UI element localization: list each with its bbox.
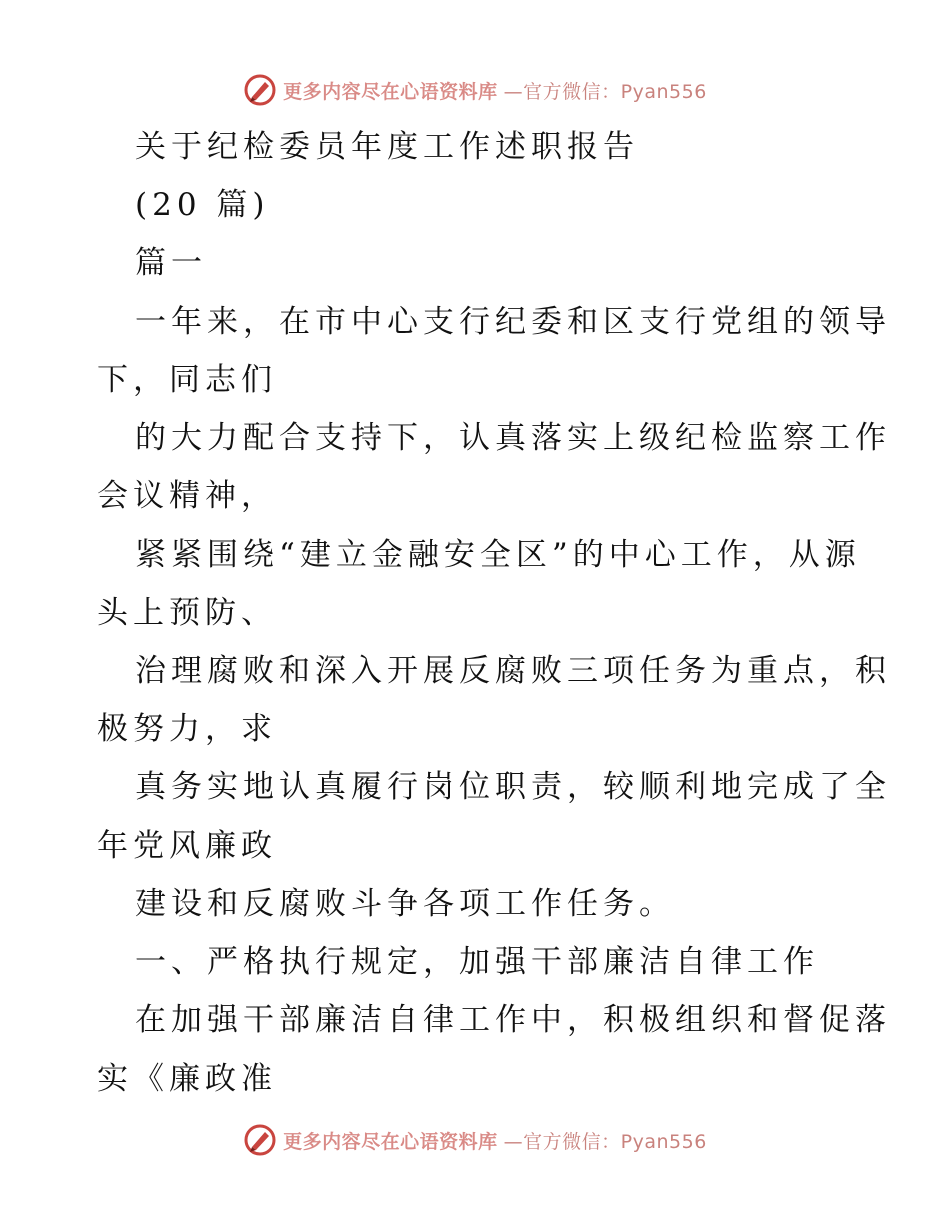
header-watermark [0, 70, 950, 110]
doc-title: 关于纪检委员年度工作述职报告 [135, 129, 639, 165]
paragraph-line: 下，同志们 [97, 362, 277, 398]
doc-subtitle: (20 篇) [135, 187, 270, 223]
pen-logo-icon [243, 1123, 277, 1157]
watermark-main-text: 更多内容尽在心语资料库 [283, 1130, 498, 1153]
paragraph-line: 紧紧围绕“建立金融安全区”的中心工作，从源 [135, 537, 861, 573]
section-heading: 篇一 [135, 245, 207, 281]
paragraph-line: 建设和反腐败斗争各项工作任务。 [135, 886, 675, 922]
watermark-sub-text: —官方微信：Pyan556 [503, 1130, 707, 1153]
watermark-group [243, 73, 707, 107]
paragraph-line: 真务实地认真履行岗位职责，较顺利地完成了全 [135, 769, 891, 805]
paragraph-line: 极努力，求 [97, 711, 277, 747]
paragraph-line: 年党风廉政 [97, 828, 277, 864]
pen-logo-icon [243, 73, 277, 107]
paragraph-line: 一年来，在市中心支行纪委和区支行党组的领导 [135, 304, 891, 340]
watermark-group [243, 1123, 707, 1157]
paragraph-line: 的大力配合支持下，认真落实上级纪检监察工作 [135, 420, 891, 456]
paragraph-line: 治理腐败和深入开展反腐败三项任务为重点，积 [135, 653, 891, 689]
paragraph-line: 在加强干部廉洁自律工作中，积极组织和督促落 [135, 1002, 891, 1038]
paragraph-line: 实《廉政准 [97, 1061, 277, 1097]
paragraph-line: 会议精神， [97, 478, 277, 514]
footer-watermark [0, 1120, 950, 1160]
section-heading: 一、严格执行规定，加强干部廉洁自律工作 [135, 944, 819, 980]
paragraph-line: 头上预防、 [97, 595, 277, 631]
watermark-sub-text: —官方微信：Pyan556 [503, 80, 707, 103]
watermark-main-text: 更多内容尽在心语资料库 [283, 80, 498, 103]
